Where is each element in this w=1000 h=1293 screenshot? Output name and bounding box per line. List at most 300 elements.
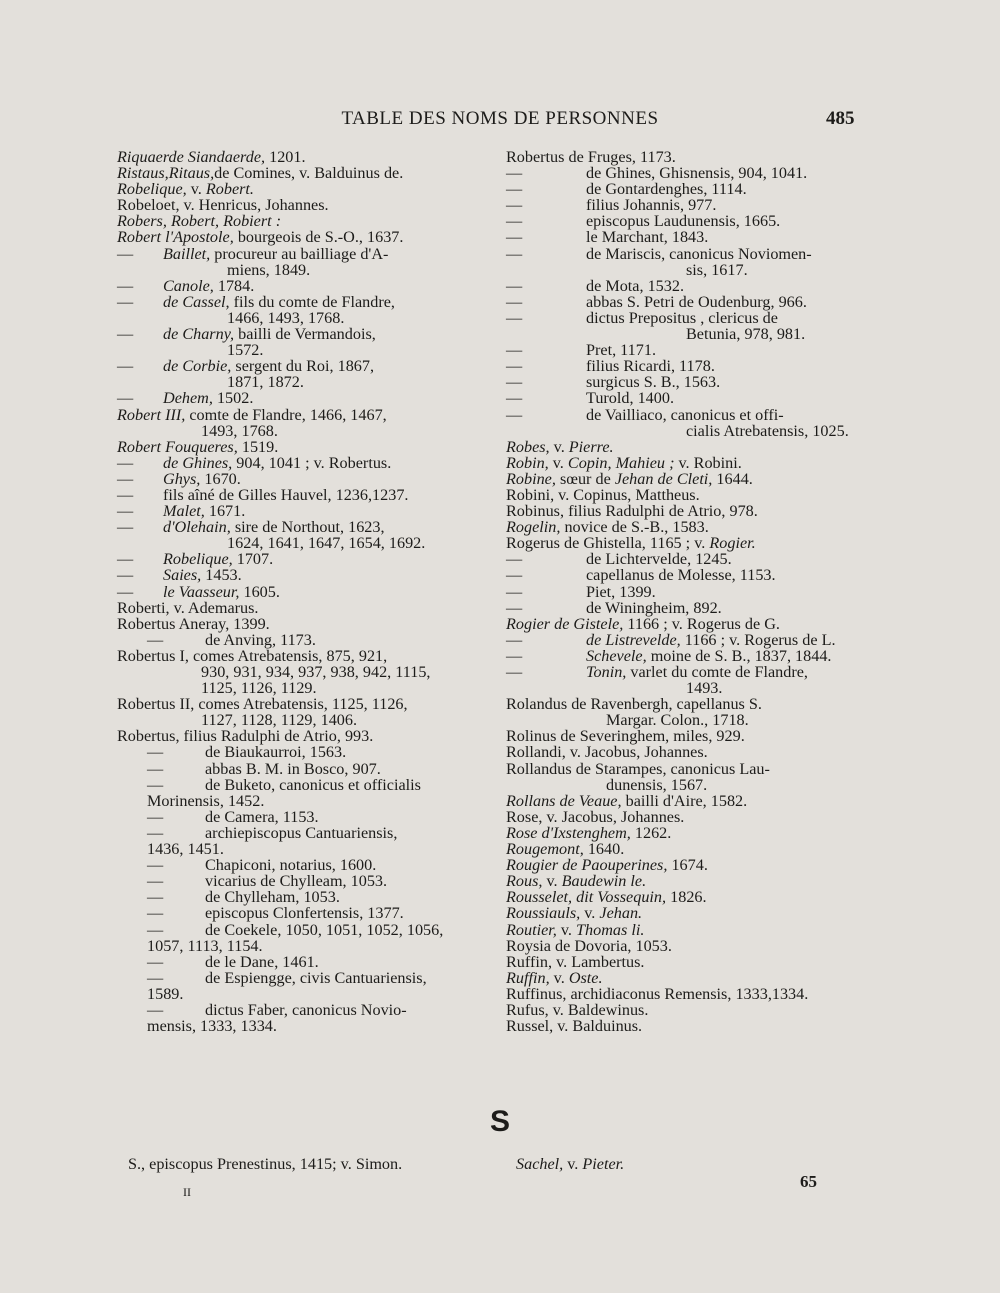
entry-name: de Cassel, xyxy=(163,292,230,311)
index-entry xyxy=(506,809,876,825)
entry-continuation: 1466, 1493, 1768. xyxy=(227,308,345,327)
dash-mark: — xyxy=(506,357,523,376)
entry-text: de Mota, 1532. xyxy=(586,276,685,295)
entry-reference: Thomas li. xyxy=(576,920,645,939)
entry-name: Ghys, xyxy=(163,469,201,488)
entry-text: episcopus Clonfertensis, 1377. xyxy=(205,904,404,923)
dash-mark: — xyxy=(506,292,523,311)
dash-mark: — xyxy=(506,389,523,408)
index-entry xyxy=(117,873,479,889)
entry-text: 1502. xyxy=(212,389,254,408)
entry-text: filius Johannis, 977. xyxy=(586,196,717,215)
dash-mark: — xyxy=(506,228,523,247)
index-entry xyxy=(117,407,479,439)
entry-text: 1605. xyxy=(239,582,280,601)
dash-mark: — xyxy=(506,405,523,424)
entry-text: filius Ricardi, 1178. xyxy=(586,357,715,376)
dash-mark: — xyxy=(117,582,134,601)
entry-text: comte de Flandre, 1466, 1467, xyxy=(185,405,387,424)
index-entry xyxy=(506,616,876,632)
index-entry xyxy=(117,229,479,245)
dash-mark: — xyxy=(117,244,134,263)
index-entry xyxy=(117,390,479,406)
entry-name: Baillet, xyxy=(163,244,211,263)
dash-mark: — xyxy=(117,469,134,488)
dash-mark: — xyxy=(117,566,134,585)
entry-text: v. xyxy=(542,872,562,891)
entry-text: 1670. xyxy=(200,469,241,488)
dash-mark: — xyxy=(147,1000,164,1019)
dash-mark: — xyxy=(506,164,523,183)
entry-text: de Coekele, 1050, 1051, 1052, 1056, xyxy=(205,920,444,939)
entry-continuation: 1436, 1451. xyxy=(147,840,224,859)
index-entry xyxy=(506,857,876,873)
dash-mark: — xyxy=(147,743,164,762)
entry-continuation: Margar. Colon., 1718. xyxy=(606,711,749,730)
right-column xyxy=(506,149,876,1034)
entry-text: v. xyxy=(580,904,600,923)
index-entry xyxy=(117,246,479,278)
entry-name: Rougier de Paouperines, xyxy=(506,856,668,875)
entry-text: v. xyxy=(548,453,568,472)
index-entry xyxy=(506,728,876,744)
dash-mark: — xyxy=(117,276,134,295)
dash-mark: — xyxy=(506,212,523,231)
entry-text: Rose, v. Jacobus, Johannes. xyxy=(506,807,685,826)
entry-text: bailli de Vermandois, xyxy=(234,325,376,344)
entry-text: episcopus Laudunensis, 1665. xyxy=(586,212,781,231)
entry-text: moine de S. B., 1837, 1844. xyxy=(646,646,832,665)
index-entry xyxy=(117,744,479,760)
entry-name: Rogier de Gistele, xyxy=(506,614,624,633)
entry-text: abbas B. M. in Bosco, 907. xyxy=(205,759,381,778)
index-entry xyxy=(506,278,876,294)
entry-text: Chapiconi, notarius, 1600. xyxy=(205,856,377,875)
entry-continuation: 1624, 1641, 1647, 1654, 1692. xyxy=(227,534,426,553)
entry-name: Robes, xyxy=(506,437,550,456)
entry-text: 1674. xyxy=(667,856,708,875)
signature-mark: II xyxy=(183,1185,191,1199)
entry-text: v. xyxy=(186,180,206,199)
entry-text: de Winingheim, 892. xyxy=(586,598,722,617)
entry-text: de Biaukaurroi, 1563. xyxy=(205,743,347,762)
entry-text: archiepiscopus Cantuariensis, xyxy=(205,823,398,842)
entry-continuation: 1057, 1113, 1154. xyxy=(147,936,263,955)
entry-name: Routier, xyxy=(506,920,557,939)
entry-reference: Jehan de Cleti, xyxy=(614,469,713,488)
entry-name: Saies, xyxy=(163,566,202,585)
entry-text: de Espiengge, civis Cantuariensis, xyxy=(205,968,427,987)
entry-name: Rous, xyxy=(506,872,543,891)
entry-text: Rufus, v. Baldewinus. xyxy=(506,1000,649,1019)
entry-continuation: cialis Atrebatensis, 1025. xyxy=(686,421,849,440)
index-entry xyxy=(117,600,479,616)
entry-continuation: dunensis, 1567. xyxy=(606,775,708,794)
dash-mark: — xyxy=(117,485,134,504)
entry-text: bailli d'Aire, 1582. xyxy=(621,791,748,810)
dash-mark: — xyxy=(117,292,134,311)
dash-mark: — xyxy=(117,389,134,408)
dash-mark: — xyxy=(117,453,134,472)
entry-name: de Charny, xyxy=(163,325,235,344)
entry-reference: Pieter. xyxy=(582,1155,625,1173)
entry-text: le Marchant, 1843. xyxy=(586,228,709,247)
entry-text: 1166 ; v. Rogerus de G. xyxy=(623,614,780,633)
index-entry xyxy=(506,439,876,455)
entry-text: de Comines, v. Balduinus de. xyxy=(214,164,404,183)
index-entry xyxy=(506,970,876,986)
entry-text: novice de S.-B., 1583. xyxy=(560,518,709,537)
index-entry xyxy=(117,358,479,390)
entry-reference: Jehan. xyxy=(599,904,643,923)
entry-text: 1453. xyxy=(201,566,242,585)
index-entry xyxy=(117,455,479,471)
index-entry xyxy=(506,519,876,535)
index-entry xyxy=(506,696,876,728)
entry-text: Ruffinus, archidiaconus Remensis, 1333,1334. xyxy=(506,984,809,1003)
index-entry xyxy=(117,503,479,519)
entry-text: Piet, 1399. xyxy=(586,582,656,601)
dash-mark: — xyxy=(147,952,164,971)
index-entry xyxy=(506,905,876,921)
index-entry xyxy=(117,326,479,358)
entry-continuation: 930, 931, 934, 937, 938, 942, 1115, xyxy=(201,663,431,681)
index-entry xyxy=(117,648,479,680)
index-entry xyxy=(506,455,876,471)
dash-mark: — xyxy=(147,968,164,987)
entry-text: 1784. xyxy=(213,276,255,295)
entry-name: Robelique, xyxy=(117,180,187,199)
entry-name: Ruffin, xyxy=(506,968,550,987)
index-entry xyxy=(506,986,876,1002)
index-entry xyxy=(117,294,479,326)
dash-mark: — xyxy=(147,630,164,649)
entry-text: Robeloet, v. Henricus, Johannes. xyxy=(117,196,329,215)
entry-text: Robertus, filius Radulphi de Atrio, 993. xyxy=(117,727,374,746)
entry-name: Rogelin, xyxy=(506,518,561,537)
index-entry xyxy=(506,358,876,374)
index-entry xyxy=(117,728,479,744)
index-entry xyxy=(117,551,479,567)
running-head: TABLE DES NOMS DE PERSONNES xyxy=(341,108,659,129)
entry-continuation: 1572. xyxy=(227,341,264,360)
entry-text: 1707. xyxy=(232,550,274,569)
entry-text: v. xyxy=(549,437,569,456)
entry-name: Rougemont, xyxy=(506,840,584,859)
entry-text: de Vailliaco, canonicus et offi- xyxy=(586,405,784,424)
entry-text: de Buketo, canonicus et officialis xyxy=(205,775,421,794)
index-entry xyxy=(506,197,876,213)
entry-text: Robinus, filius Radulphi de Atrio, 978. xyxy=(506,502,758,521)
entry-text: S., episcopus Prenestinus, 1415; v. Simon. xyxy=(128,1155,403,1173)
entry-text: fils du comte de Flandre, xyxy=(229,292,395,311)
entry-text: v. xyxy=(556,920,576,939)
sheet-number: 65 xyxy=(800,1172,817,1191)
index-entry xyxy=(117,857,479,873)
entry-reference: Oste. xyxy=(568,968,603,987)
entry-text: 1166 ; v. Rogerus de L. xyxy=(680,630,836,649)
entry-continuation: sis, 1617. xyxy=(686,260,748,279)
dash-mark: — xyxy=(117,550,134,569)
dash-mark: — xyxy=(506,196,523,215)
entry-name: Canole, xyxy=(163,276,214,295)
entry-text: vicarius de Chylleam, 1053. xyxy=(205,872,388,891)
index-entry xyxy=(117,278,479,294)
entry-text: Rolandus de Ravenbergh, capellanus S. xyxy=(506,695,762,714)
entry-name: Schevele, xyxy=(586,646,647,665)
index-entry xyxy=(117,922,479,954)
index-entry xyxy=(506,648,876,664)
dash-mark: — xyxy=(506,598,523,617)
index-entry xyxy=(506,551,876,567)
entry-text: Ruffin, v. Lambertus. xyxy=(506,952,645,971)
index-entry xyxy=(117,616,479,632)
entry-name: Ristaus,Ritaus, xyxy=(117,164,215,183)
entry-text: dictus Faber, canonicus Novio- xyxy=(205,1000,407,1019)
entry-name: Robert l'Apostole, xyxy=(117,228,234,247)
index-entry xyxy=(117,696,479,728)
index-entry xyxy=(506,213,876,229)
dash-mark: — xyxy=(506,276,523,295)
index-entry xyxy=(117,584,479,600)
entry-text: Russel, v. Balduinus. xyxy=(506,1017,643,1036)
index-entry xyxy=(117,213,479,229)
entry-text: 1201. xyxy=(265,148,306,166)
entry-text: procureur au bailliage d'A- xyxy=(210,244,389,263)
entry-name: Robine, xyxy=(506,469,556,488)
entry-continuation: 1493. xyxy=(686,679,723,698)
index-entry xyxy=(506,664,876,696)
index-entry xyxy=(506,1002,876,1018)
entry-text: de le Dane, 1461. xyxy=(205,952,319,971)
index-entry xyxy=(506,165,876,181)
index-entry xyxy=(506,922,876,938)
dash-mark: — xyxy=(147,888,164,907)
dash-mark: — xyxy=(147,856,164,875)
entry-text: dictus Prepositus , clericus de xyxy=(586,308,778,327)
dash-mark: — xyxy=(117,357,134,376)
index-entry xyxy=(506,310,876,342)
entry-continuation: 1871, 1872. xyxy=(227,373,304,392)
dash-mark: — xyxy=(147,823,164,842)
index-entry xyxy=(117,487,479,503)
index-entry xyxy=(506,149,876,165)
entry-reference: Robert. xyxy=(205,180,254,199)
entry-text: fils aîné de Gilles Hauvel, 1236,1237. xyxy=(163,485,409,504)
index-entry xyxy=(117,197,479,213)
entry-text: abbas S. Petri de Oudenburg, 966. xyxy=(586,292,807,311)
entry-name: Roussiauls, xyxy=(506,904,581,923)
index-entry xyxy=(117,809,479,825)
entry-text: Robertus de Fruges, 1173. xyxy=(506,148,676,166)
index-entry xyxy=(506,1018,876,1034)
entry-reference: Pierre. xyxy=(568,437,614,456)
entry-name: d'Olehain, xyxy=(163,518,231,537)
dash-mark: — xyxy=(506,308,523,327)
index-entry xyxy=(117,777,479,809)
dash-mark: — xyxy=(117,502,134,521)
entry-reference: Rogier. xyxy=(709,534,756,553)
entry-continuation: 1493, 1768. xyxy=(201,421,278,440)
left-column xyxy=(117,149,479,1034)
dash-mark: — xyxy=(506,582,523,601)
index-entry xyxy=(506,761,876,793)
entry-text: bourgeois de S.-O., 1637. xyxy=(233,228,404,247)
entry-name: Tonin, xyxy=(586,663,627,681)
entry-continuation: miens, 1849. xyxy=(227,260,311,279)
index-entry xyxy=(506,487,876,503)
index-entry xyxy=(506,938,876,954)
index-entry xyxy=(506,535,876,551)
page-number: 485 xyxy=(826,108,855,129)
section-letter: S xyxy=(489,1105,510,1138)
entry-name: Rousselet, dit Vossequin, xyxy=(506,888,667,907)
entry-text: Robertus I, comes Atrebatensis, 875, 921, xyxy=(117,646,388,665)
entry-continuation: 1125, 1126, 1129. xyxy=(201,679,317,698)
index-entry xyxy=(117,970,479,1002)
index-entry xyxy=(506,744,876,760)
index-entry xyxy=(506,889,876,905)
entry-text: Roysia de Dovoria, 1053. xyxy=(506,936,672,955)
index-entry xyxy=(117,954,479,970)
entry-name: Robelique, xyxy=(163,550,233,569)
entry-text: de Ghines, Ghisnensis, 904, 1041. xyxy=(586,164,808,183)
entry-name: Dehem, xyxy=(163,389,213,408)
dash-mark: — xyxy=(506,646,523,665)
entry-text: Robini, v. Copinus, Mattheus. xyxy=(506,485,700,504)
index-entry xyxy=(117,1002,479,1034)
entry-continuation: 1127, 1128, 1129, 1406. xyxy=(201,711,358,730)
entry-name: Rose d'Ixstenghem, xyxy=(506,823,631,842)
index-entry xyxy=(506,246,876,278)
entry-name: Robers, Robert, Robiert : xyxy=(117,212,282,231)
entry-text: sire de Northout, 1623, xyxy=(230,518,385,537)
index-entry xyxy=(506,567,876,583)
entry-text: Rolinus de Severinghem, miles, 929. xyxy=(506,727,745,746)
dash-mark: — xyxy=(506,566,523,585)
index-entry xyxy=(506,181,876,197)
index-entry xyxy=(506,390,876,406)
index-entry xyxy=(117,149,479,165)
entry-continuation: mensis, 1333, 1334. xyxy=(147,1017,277,1036)
entry-name: Rollans de Veaue, xyxy=(506,791,622,810)
entry-text: 1519. xyxy=(237,437,279,456)
index-entry xyxy=(506,471,876,487)
entry-text: Rollandus de Starampes, canonicus Lau- xyxy=(506,759,770,778)
entry-text: sergent du Roi, 1867, xyxy=(231,357,375,376)
entry-continuation: Betunia, 978, 981. xyxy=(686,325,806,344)
entry-text: 1826. xyxy=(666,888,707,907)
dash-mark: — xyxy=(506,373,523,392)
entry-text: Roberti, v. Ademarus. xyxy=(117,598,259,617)
entry-text: Robertus Aneray, 1399. xyxy=(117,614,270,633)
index-entry xyxy=(506,873,876,889)
entry-text: surgicus S. B., 1563. xyxy=(586,373,721,392)
entry-text: de Anving, 1173. xyxy=(205,630,316,649)
entry-name: de Corbie, xyxy=(163,357,232,376)
index-entry xyxy=(506,632,876,648)
entry-text: de Mariscis, canonicus Noviomen- xyxy=(586,244,812,263)
entry-name: Riquaerde Siandaerde, xyxy=(117,148,266,166)
index-entry xyxy=(506,825,876,841)
dash-mark: — xyxy=(117,325,134,344)
entry-text: capellanus de Molesse, 1153. xyxy=(586,566,776,585)
entry-text: de Gontardenghes, 1114. xyxy=(586,180,747,199)
entry-text: de Lichtervelde, 1245. xyxy=(586,550,732,569)
entry-text: 1671. xyxy=(204,502,246,521)
entry-text: Robertus II, comes Atrebatensis, 1125, 1126, xyxy=(117,695,408,714)
index-entry xyxy=(506,584,876,600)
dash-mark: — xyxy=(506,180,523,199)
entry-text: Turold, 1400. xyxy=(586,389,675,408)
entry-text: v. xyxy=(563,1155,583,1173)
dash-mark: — xyxy=(147,807,164,826)
index-entry xyxy=(117,165,479,181)
entry-text: de Camera, 1153. xyxy=(205,807,319,826)
entry-text: 1262. xyxy=(630,823,672,842)
index-entry xyxy=(117,519,479,551)
index-entry xyxy=(506,954,876,970)
dash-mark: — xyxy=(506,630,523,649)
index-entry xyxy=(117,825,479,857)
entry-reference: Baudewin le. xyxy=(561,872,647,891)
entry-name: le Vaasseur, xyxy=(163,582,240,601)
entry-text: Pret, 1171. xyxy=(586,341,656,360)
index-entry xyxy=(506,229,876,245)
dash-mark: — xyxy=(147,872,164,891)
index-entry xyxy=(117,761,479,777)
index-entry xyxy=(117,680,479,696)
entry-text: 904, 1041 ; v. Robertus. xyxy=(232,453,392,472)
dash-mark: — xyxy=(506,244,523,263)
index-entry xyxy=(117,905,479,921)
entry-continuation: Morinensis, 1452. xyxy=(147,791,265,810)
entry-continuation: 1589. xyxy=(147,984,184,1003)
entry-name: de Listrevelde, xyxy=(586,630,681,649)
index-entry xyxy=(117,567,479,583)
dash-mark: — xyxy=(117,518,134,537)
entry-text: Rollandi, v. Jacobus, Johannes. xyxy=(506,743,708,762)
entry-name: Sachel, xyxy=(516,1155,564,1173)
index-entry xyxy=(117,181,479,197)
index-entry xyxy=(506,793,876,809)
entry-name: Robert III, xyxy=(117,405,186,424)
index-entry xyxy=(506,374,876,390)
index-entry xyxy=(506,600,876,616)
entry-name: Robin, xyxy=(506,453,549,472)
index-entry xyxy=(506,841,876,857)
entry-text: 1644. xyxy=(712,469,753,488)
entry-name: Malet, xyxy=(163,502,205,521)
dash-mark: — xyxy=(147,775,164,794)
index-entry xyxy=(506,342,876,358)
dash-mark: — xyxy=(506,663,523,681)
entry-name: Robert Fouqueres, xyxy=(117,437,238,456)
entry-text: varlet du comte de Flandre, xyxy=(626,663,808,681)
index-entry xyxy=(506,503,876,519)
entry-text: de Chylleham, 1053. xyxy=(205,888,340,907)
entry-reference: Copin, Mahieu ; xyxy=(567,453,675,472)
index-entry xyxy=(506,407,876,439)
dash-mark: — xyxy=(147,904,164,923)
s-entry-right xyxy=(516,1155,624,1174)
index-entry xyxy=(117,632,479,648)
s-entry-left xyxy=(128,1155,402,1174)
index-entry xyxy=(117,471,479,487)
dash-mark: — xyxy=(506,341,523,360)
index-entry xyxy=(117,439,479,455)
index-entry xyxy=(506,294,876,310)
